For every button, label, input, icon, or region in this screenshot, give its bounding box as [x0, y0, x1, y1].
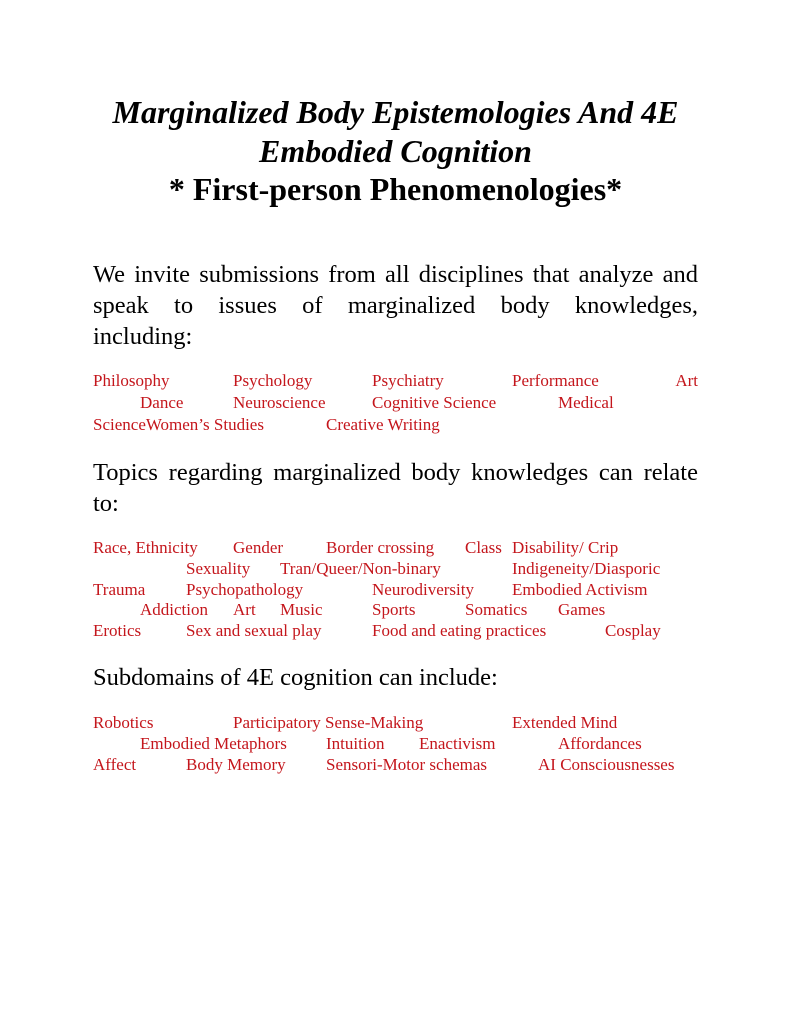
subdomain-item: Extended Mind	[512, 713, 618, 732]
topic-item: Class	[465, 538, 502, 557]
discipline-item: Dance	[140, 393, 184, 412]
topic-item: Indigeneity/Diasporic	[512, 559, 661, 578]
discipline-item: Creative Writing	[326, 415, 440, 434]
topic-item: Psychopathology	[186, 580, 304, 599]
topic-item: Cosplay	[605, 621, 661, 640]
intro-paragraph	[93, 259, 698, 352]
topic-item: Gender	[233, 538, 284, 557]
discipline-item: Psychiatry	[372, 371, 444, 390]
topic-item: Music	[280, 600, 323, 619]
title-line-2: Embodied Cognition	[259, 133, 532, 169]
discipline-item: Cognitive Science	[372, 393, 497, 412]
subdomain-item: Robotics	[93, 713, 154, 732]
subdomain-item: Intuition	[326, 734, 385, 753]
topic-item: Race, Ethnicity	[93, 538, 198, 557]
topic-item: Embodied Activism	[512, 580, 648, 599]
topic-item: Somatics	[465, 600, 528, 619]
subdomain-item: Enactivism	[419, 734, 496, 753]
topic-item: Sports	[372, 600, 416, 619]
topic-item: Neurodiversity	[372, 580, 474, 599]
topic-item: Art	[233, 600, 256, 619]
topic-item: Erotics	[93, 621, 142, 640]
topic-item: Sex and sexual play	[186, 621, 322, 640]
subdomain-item: AI Consciousnesses	[538, 755, 675, 774]
topic-item: Disability/ Crip	[512, 538, 619, 557]
discipline-item: ScienceWomen’s Studies	[93, 415, 264, 434]
topics-heading-line-2: to:	[93, 490, 119, 517]
subdomains-heading	[93, 662, 698, 693]
subdomains-heading-line: Subdomains of 4E cognition can include:	[93, 664, 498, 691]
subtitle: * First-person Phenomenologies*	[168, 171, 623, 207]
discipline-item: Psychology	[233, 371, 313, 390]
topic-item: Games	[558, 600, 606, 619]
topic-item: Food and eating practices	[372, 621, 547, 640]
discipline-item: Philosophy	[93, 371, 170, 390]
topics-heading	[93, 457, 698, 519]
subdomain-item: Sensori-Motor schemas	[326, 755, 488, 774]
topic-item: Sexuality	[186, 559, 251, 578]
intro-line-2: speak to issues of marginalized body knowledges,	[93, 292, 698, 319]
subdomain-item: Embodied Metaphors	[140, 734, 287, 753]
title-line-1: Marginalized Body Epistemologies And 4E	[112, 94, 679, 130]
topics-heading-line-1: Topics regarding marginalized body knowledges can relate	[93, 459, 698, 486]
discipline-item: Medical	[558, 393, 614, 412]
topic-item: Tran/Queer/Non-binary	[280, 559, 441, 578]
discipline-item: Art	[675, 371, 698, 390]
discipline-item: Performance	[512, 371, 599, 390]
topic-item: Addiction	[140, 600, 208, 619]
topic-item: Border crossing	[326, 538, 435, 557]
subdomain-item: Participatory Sense-Making	[233, 713, 424, 732]
subdomain-item: Affordances	[558, 734, 642, 753]
discipline-item: Neuroscience	[233, 393, 326, 412]
topic-item: Trauma	[93, 580, 146, 599]
intro-line-3: including:	[93, 323, 193, 350]
subdomain-item: Affect	[93, 755, 137, 774]
subdomain-item: Body Memory	[186, 755, 286, 774]
intro-line-1: We invite submissions from all disciplines that analyze and	[93, 261, 698, 288]
